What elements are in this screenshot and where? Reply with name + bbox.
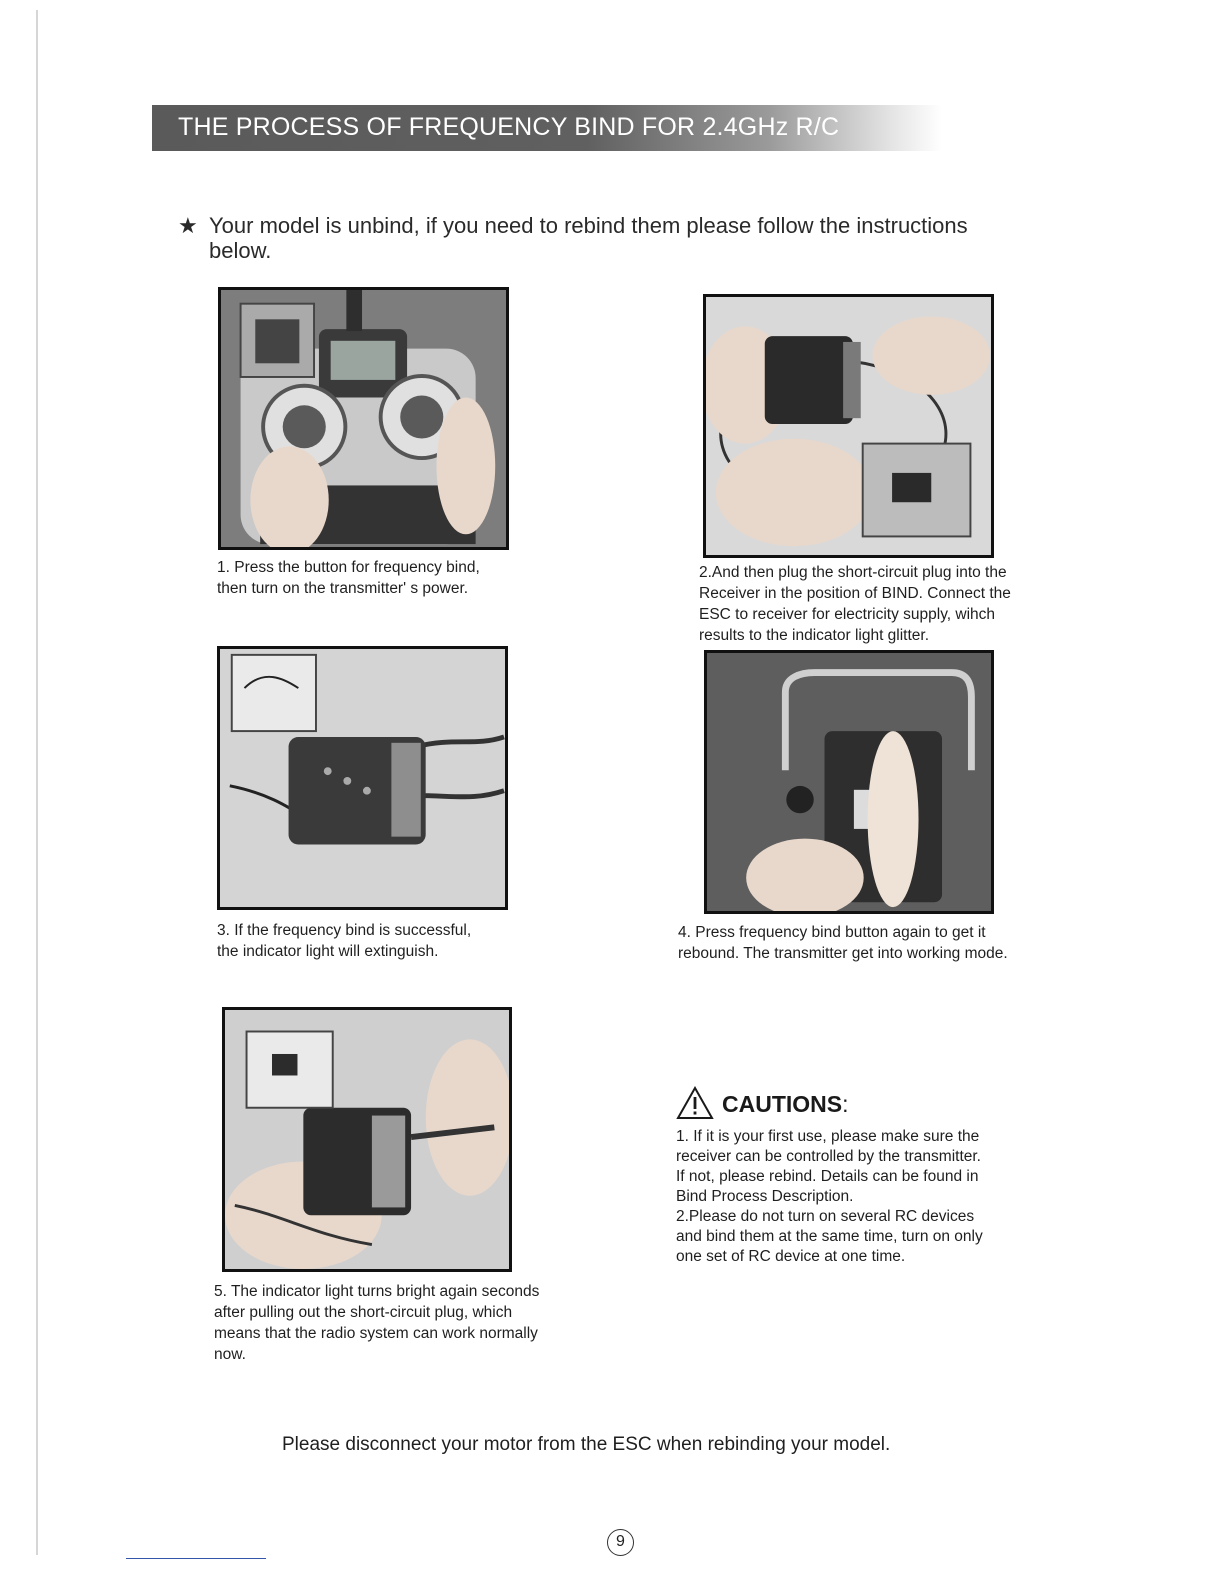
step-3-photo: [217, 646, 508, 910]
star-icon: ★: [178, 213, 198, 238]
section-title: THE PROCESS OF FREQUENCY BIND FOR 2.4GHz R/C: [178, 113, 840, 141]
page-number: 9: [607, 1529, 634, 1556]
step-1-caption: 1. Press the button for frequency bind, then turn on the transmitter' s power.: [217, 559, 480, 597]
cautions-title: CAUTIONS: [722, 1091, 843, 1118]
cautions-colon: :: [842, 1091, 849, 1118]
step-2-photo: [703, 294, 994, 558]
page-margin-line: [36, 10, 38, 1555]
cautions-heading: [676, 1086, 849, 1126]
step-2-caption: 2.And then plug the short-circuit plug into the Receiver in the position of BIND. Connect the ESC to receiver for electricity supply, wihch results to the indicator light glitter.: [699, 564, 1011, 644]
cautions-body: 1. If it is your first use, please make sure the receiver can be controlled by the transmitter. If not, please rebind. Details can be found in Bind Process Description. 2.Please do not turn on several RC devices and bind them at the same time, turn on only one set of RC device at one time.: [676, 1128, 983, 1265]
intro-line-2: below.: [209, 238, 272, 263]
step-1-photo: [218, 287, 509, 550]
step-4-caption: 4. Press frequency bind button again to get it rebound. The transmitter get into working mode.: [678, 924, 1008, 962]
bottom-rule: [126, 1558, 266, 1559]
intro-line-1: Your model is unbind, if you need to rebind them please follow the instructions: [209, 213, 968, 238]
footer-note: Please disconnect your motor from the ESC when rebinding your model.: [282, 1434, 891, 1455]
step-5-caption: 5. The indicator light turns bright again seconds after pulling out the short-circuit plug, which means that the radio system can work normally now.: [214, 1283, 540, 1363]
warning-icon: [676, 1086, 714, 1126]
step-5-photo: [222, 1007, 512, 1272]
step-4-photo: [704, 650, 994, 914]
step-3-caption: 3. If the frequency bind is successful, the indicator light will extinguish.: [217, 922, 472, 960]
